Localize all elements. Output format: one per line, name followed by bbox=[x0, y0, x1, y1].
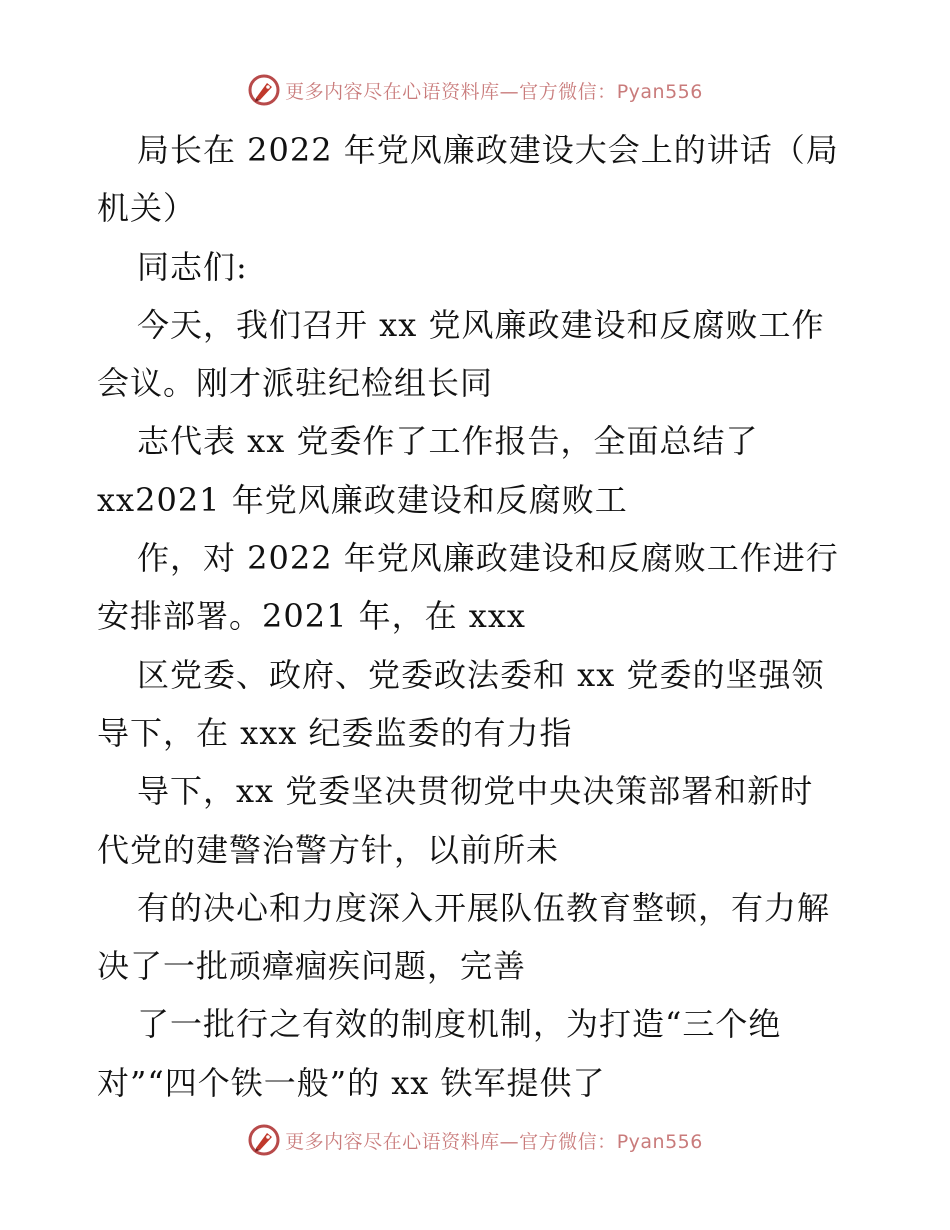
watermark-text bbox=[285, 1127, 703, 1154]
text-line: 对”“四个铁一般”的 xx 铁军提供了 bbox=[97, 1063, 606, 1102]
text-line: 机关） bbox=[97, 189, 197, 228]
document-body bbox=[97, 121, 867, 1112]
pen-nib-logo-icon bbox=[247, 73, 281, 107]
text-line: 局长在 2022 年党风廉政建设大会上的讲话（局 bbox=[137, 131, 839, 169]
text-line: xx2021 年党风廉政建设和反腐败工 bbox=[97, 480, 628, 519]
text-line: 导下，在 xxx 纪委监委的有力指 bbox=[97, 713, 573, 752]
watermark-wechat-id: Pyan556 bbox=[616, 1130, 703, 1153]
pen-nib-logo-icon bbox=[247, 1123, 281, 1157]
text-line: 同志们: bbox=[137, 247, 248, 286]
text-line: 决了一批顽瘴痼疾问题，完善 bbox=[97, 947, 527, 986]
watermark-separator: — bbox=[499, 80, 520, 103]
header-watermark bbox=[0, 70, 950, 110]
text-line: 今天，我们召开 xx 党风廉政建设和反腐败工作 bbox=[137, 305, 825, 344]
text-line: 了一批行之有效的制度机制，为打造“三个绝 bbox=[137, 1005, 782, 1044]
text-line: 会议。刚才派驻纪检组长同 bbox=[97, 364, 494, 403]
watermark-wechat-label: 官方微信： bbox=[519, 1130, 617, 1153]
watermark-text bbox=[285, 77, 703, 104]
text-line: 作，对 2022 年党风廉政建设和反腐败工作进行 bbox=[137, 539, 839, 578]
watermark-wechat-id: Pyan556 bbox=[616, 80, 703, 103]
watermark-site: 更多内容尽在心语资料库 bbox=[285, 1130, 500, 1153]
text-line: 安排部署。2021 年，在 xxx bbox=[97, 597, 526, 636]
watermark-wechat-label: 官方微信： bbox=[519, 80, 617, 103]
watermark-separator: — bbox=[499, 1130, 520, 1153]
text-line: 志代表 xx 党委作了工作报告，全面总结了 bbox=[137, 422, 759, 461]
text-line: 导下，xx 党委坚决贯彻党中央决策部署和新时 bbox=[137, 772, 814, 811]
text-line: 代党的建警治警方针，以前所未 bbox=[97, 830, 560, 869]
footer-watermark bbox=[0, 1120, 950, 1160]
text-line: 有的决心和力度深入开展队伍教育整顿，有力解 bbox=[137, 888, 831, 927]
watermark-site: 更多内容尽在心语资料库 bbox=[285, 80, 500, 103]
text-line: 区党委、政府、党委政法委和 xx 党委的坚强领 bbox=[137, 655, 825, 694]
